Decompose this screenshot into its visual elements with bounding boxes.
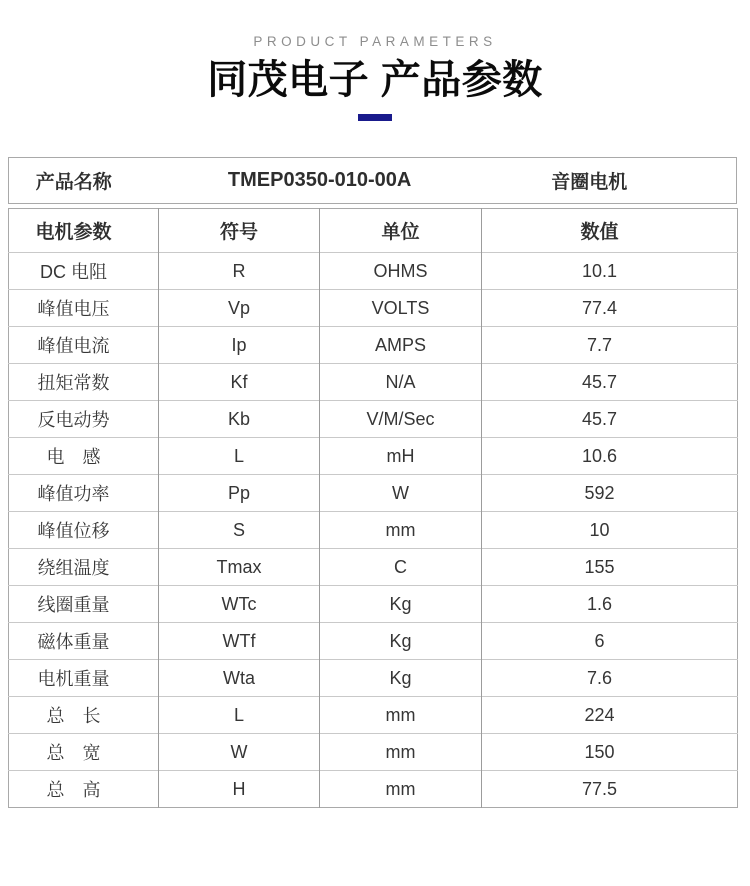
parameter-symbol-cell: Ip	[159, 327, 320, 364]
parameter-value-cell: 77.4	[482, 290, 738, 327]
parameter-unit-cell: W	[320, 475, 482, 512]
parameter-symbol-cell: WTf	[159, 623, 320, 660]
column-header-unit: 单位	[320, 209, 482, 253]
parameter-unit-cell: C	[320, 549, 482, 586]
parameter-name-cell: 电 感	[9, 438, 159, 475]
parameter-symbol-cell: WTc	[159, 586, 320, 623]
table-row	[9, 734, 738, 771]
spec-sheet	[8, 157, 737, 808]
table-row	[9, 290, 738, 327]
parameter-value-cell: 45.7	[482, 364, 738, 401]
parameters-table-body	[9, 253, 738, 808]
parameter-symbol-cell: Pp	[159, 475, 320, 512]
parameter-name-cell: 反电动势	[9, 401, 159, 438]
parameter-unit-cell: mm	[320, 771, 482, 808]
product-category: 音圈电机	[551, 172, 628, 193]
parameter-unit-cell: VOLTS	[320, 290, 482, 327]
parameter-value-cell: 7.7	[482, 327, 738, 364]
column-header-value: 数值	[482, 209, 738, 253]
parameter-symbol-cell: Kf	[159, 364, 320, 401]
parameter-value-cell: 1.6	[482, 586, 738, 623]
parameter-name-cell: 总 宽	[9, 734, 159, 771]
table-row	[9, 364, 738, 401]
parameter-name-cell: 磁体重量	[9, 623, 159, 660]
parameter-name-cell: 线圈重量	[9, 586, 159, 623]
parameter-name-cell: 电机重量	[9, 660, 159, 697]
table-row	[9, 475, 738, 512]
parameter-value-cell: 155	[482, 549, 738, 586]
parameter-name-cell: DC 电阻	[9, 253, 159, 290]
eyebrow-text: PRODUCT PARAMETERS	[253, 34, 497, 49]
parameter-symbol-cell: Wta	[159, 660, 320, 697]
product-name-label: 产品名称	[35, 172, 112, 193]
column-header-symbol: 符号	[159, 209, 320, 253]
parameter-name-cell: 总 高	[9, 771, 159, 808]
product-model-number: TMEP0350-010-00A	[227, 169, 412, 191]
parameter-symbol-cell: H	[159, 771, 320, 808]
table-row	[9, 438, 738, 475]
parameter-value-cell: 77.5	[482, 771, 738, 808]
table-row	[9, 771, 738, 808]
parameter-symbol-cell: L	[159, 697, 320, 734]
parameter-value-cell: 10	[482, 512, 738, 549]
parameter-unit-cell: V/M/Sec	[320, 401, 482, 438]
table-row	[9, 401, 738, 438]
table-row	[9, 623, 738, 660]
product-name-row	[8, 157, 737, 204]
table-row	[9, 586, 738, 623]
parameter-symbol-cell: W	[159, 734, 320, 771]
table-row	[9, 327, 738, 364]
parameter-value-cell: 224	[482, 697, 738, 734]
parameter-unit-cell: mm	[320, 697, 482, 734]
parameter-unit-cell: AMPS	[320, 327, 482, 364]
parameter-value-cell: 10.6	[482, 438, 738, 475]
parameter-name-cell: 峰值功率	[9, 475, 159, 512]
parameter-name-cell: 总 长	[9, 697, 159, 734]
parameter-symbol-cell: Vp	[159, 290, 320, 327]
parameter-unit-cell: Kg	[320, 623, 482, 660]
parameter-symbol-cell: S	[159, 512, 320, 549]
parameter-unit-cell: mH	[320, 438, 482, 475]
table-row	[9, 549, 738, 586]
parameter-unit-cell: Kg	[320, 586, 482, 623]
parameter-value-cell: 592	[482, 475, 738, 512]
parameter-name-cell: 扭矩常数	[9, 364, 159, 401]
parameter-symbol-cell: R	[159, 253, 320, 290]
parameter-value-cell: 7.6	[482, 660, 738, 697]
parameter-unit-cell: OHMS	[320, 253, 482, 290]
parameter-symbol-cell: Kb	[159, 401, 320, 438]
parameter-symbol-cell: L	[159, 438, 320, 475]
parameters-table	[8, 208, 738, 808]
parameter-value-cell: 6	[482, 623, 738, 660]
parameter-unit-cell: mm	[320, 734, 482, 771]
parameter-value-cell: 150	[482, 734, 738, 771]
parameter-name-cell: 绕组温度	[9, 549, 159, 586]
table-row	[9, 660, 738, 697]
parameter-value-cell: 45.7	[482, 401, 738, 438]
parameter-unit-cell: mm	[320, 512, 482, 549]
parameter-name-cell: 峰值电流	[9, 327, 159, 364]
parameter-name-cell: 峰值位移	[9, 512, 159, 549]
parameter-name-cell: 峰值电压	[9, 290, 159, 327]
parameter-unit-cell: N/A	[320, 364, 482, 401]
table-header-row	[9, 209, 738, 253]
table-row	[9, 697, 738, 734]
page-title: 同茂电子 产品参数	[207, 58, 543, 102]
table-row	[9, 253, 738, 290]
parameter-unit-cell: Kg	[320, 660, 482, 697]
parameter-value-cell: 10.1	[482, 253, 738, 290]
column-header-parameter: 电机参数	[35, 222, 112, 243]
table-row	[9, 512, 738, 549]
parameter-symbol-cell: Tmax	[159, 549, 320, 586]
title-accent-bar	[358, 114, 392, 121]
